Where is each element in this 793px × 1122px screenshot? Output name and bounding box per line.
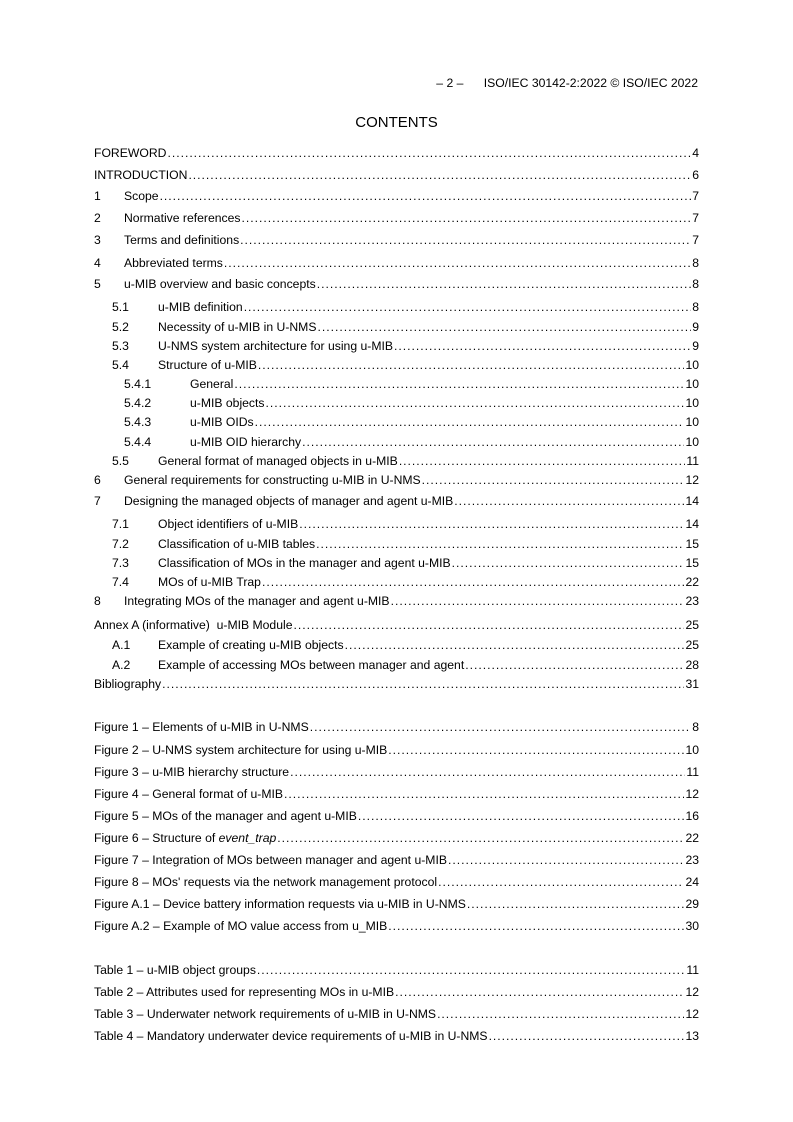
toc-entry[interactable]: [94, 617, 699, 633]
toc-entry-page: 25: [685, 618, 699, 632]
toc-entry-page: 14: [685, 494, 699, 508]
dot-leader: [465, 657, 684, 673]
toc-entry-page: 4: [692, 146, 699, 160]
toc-entry-title: u-MIB OIDs: [190, 415, 254, 429]
toc-entry-page: 11: [686, 963, 699, 977]
toc-entry-title: Necessity of u-MIB in U-NMS: [158, 320, 317, 334]
toc-entry-title: General requirements for constructing u-MIB in U-NMS: [124, 473, 421, 487]
toc-entry-title: Structure of u-MIB: [158, 358, 257, 372]
dot-leader: [162, 676, 684, 692]
toc-entry[interactable]: [94, 255, 699, 271]
toc-entry[interactable]: [94, 808, 699, 824]
toc-entry-title: Integrating MOs of the manager and agent u-MIB: [124, 594, 390, 608]
toc-entry-title: u-MIB overview and basic concepts: [124, 277, 316, 291]
dot-leader: [345, 637, 685, 653]
toc-entry-title: Table 2 – Attributes used for representing MOs in u-MIB: [94, 985, 395, 999]
toc-entry-number: 5.1: [112, 300, 129, 314]
toc-entry[interactable]: [94, 637, 699, 653]
toc-entry-number: 7: [94, 494, 101, 508]
dot-leader: [266, 395, 685, 411]
toc-entry[interactable]: [94, 188, 699, 204]
toc-entry-number: 3: [94, 233, 101, 247]
dot-leader: [454, 493, 684, 509]
toc-entry[interactable]: [94, 1028, 699, 1044]
toc-entry[interactable]: [94, 742, 699, 758]
toc-entry-title: Object identifiers of u-MIB: [158, 517, 299, 531]
toc-entry-title: Table 3 – Underwater network requirements of u-MIB in U-NMS: [94, 1007, 437, 1021]
toc-entry-title: Example of accessing MOs between manager and agent: [158, 658, 465, 672]
toc-entry-page: 23: [685, 594, 699, 608]
toc-entry-number: 7.4: [112, 575, 129, 589]
toc-entry-title: u-MIB objects: [190, 396, 265, 410]
toc-entry-title: u-MIB OID hierarchy: [190, 435, 302, 449]
dot-leader: [160, 188, 692, 204]
toc-entry-title: FOREWORD: [94, 146, 167, 160]
toc-entry-page: 8: [692, 256, 699, 270]
toc-entry-title: Abbreviated terms: [124, 256, 223, 270]
toc-entry-title: Scope: [124, 189, 159, 203]
toc-entry-number: 5.4: [112, 358, 129, 372]
toc-entry[interactable]: [94, 786, 699, 802]
toc-entry-number: 5.4.2: [124, 396, 152, 410]
dot-leader: [257, 962, 685, 978]
toc-entry-title: General: [190, 377, 234, 391]
toc-entry-page: 8: [692, 300, 699, 314]
toc-entry-title: Figure 1 – Elements of u-MIB in U-NMS: [94, 720, 309, 734]
dot-leader: [242, 210, 692, 226]
toc-entry-page: 12: [685, 1007, 699, 1021]
toc-entry-title: Table 1 – u-MIB object groups: [94, 963, 256, 977]
toc-entry-page: 6: [692, 168, 699, 182]
toc-entry-page: 12: [685, 787, 699, 801]
dot-leader: [244, 299, 692, 315]
toc-entry-title: Figure 6 – Structure of event_trap: [94, 831, 277, 845]
dot-leader: [316, 536, 684, 552]
toc-entry[interactable]: [94, 657, 699, 673]
toc-entry[interactable]: [94, 210, 699, 226]
toc-entry[interactable]: [94, 414, 699, 430]
toc-entry[interactable]: [94, 493, 699, 509]
toc-entry-number: 7.3: [112, 556, 129, 570]
toc-entry-page: 11: [686, 765, 699, 779]
dot-leader: [388, 918, 684, 934]
dot-leader: [395, 984, 684, 1000]
document-id: ISO/IEC 30142-2:2022 © ISO/IEC 2022: [483, 76, 698, 90]
toc-entry-title: Annex A (informative) u-MIB Module: [94, 618, 293, 632]
dot-leader: [452, 555, 685, 571]
toc-entry-number: 8: [94, 594, 101, 608]
toc-entry-number: 5.3: [112, 339, 129, 353]
dot-leader: [255, 414, 685, 430]
dot-leader: [467, 896, 685, 912]
toc-entry-number: 5.4.3: [124, 415, 152, 429]
toc-entry-page: 10: [685, 435, 699, 449]
toc-entry-page: 7: [692, 189, 699, 203]
toc-entry-title: Figure 5 – MOs of the manager and agent u-MIB: [94, 809, 357, 823]
toc-entry-title: INTRODUCTION: [94, 168, 188, 182]
toc-entry-page: 9: [692, 339, 699, 353]
toc-entry[interactable]: [94, 145, 699, 161]
toc-entry-number: 6: [94, 473, 101, 487]
toc-entry-number: 7.2: [112, 537, 129, 551]
dot-leader: [188, 167, 691, 183]
toc-entry-number: 1: [94, 189, 101, 203]
toc-entry-title: Figure 3 – u-MIB hierarchy structure: [94, 765, 290, 779]
dot-leader: [302, 434, 684, 450]
dot-leader: [317, 319, 691, 335]
toc-entry-title: Figure 7 – Integration of MOs between manager and agent u-MIB: [94, 853, 447, 867]
toc-entry-page: 15: [685, 556, 699, 570]
dot-leader: [394, 338, 691, 354]
toc-entry-title: Example of creating u-MIB objects: [158, 638, 344, 652]
toc-entry-title: Figure 2 – U-NMS system architecture for using u-MIB: [94, 743, 388, 757]
toc-entry-page: 7: [692, 211, 699, 225]
toc-entry[interactable]: [94, 896, 699, 912]
toc-entry[interactable]: [94, 434, 699, 450]
toc-entry-number: 5.2: [112, 320, 129, 334]
toc-entry-page: 13: [685, 1029, 699, 1043]
toc-entry[interactable]: [94, 319, 699, 335]
toc-entry-page: 12: [685, 985, 699, 999]
toc-entry[interactable]: [94, 719, 699, 735]
toc-entry[interactable]: [94, 536, 699, 552]
toc-entry-page: 10: [685, 396, 699, 410]
toc-entry-title: Classification of u-MIB tables: [158, 537, 316, 551]
dot-leader: [167, 145, 691, 161]
toc-entry-page: 28: [685, 658, 699, 672]
toc-entry-title: General format of managed objects in u-MIB: [158, 454, 398, 468]
toc-entry-page: 11: [686, 454, 699, 468]
toc-entry-title: Figure 4 – General format of u-MIB: [94, 787, 283, 801]
toc-entry-page: 8: [692, 277, 699, 291]
toc-entry-page: 31: [685, 677, 699, 691]
toc-entry-title: U-NMS system architecture for using u-MIB: [158, 339, 394, 353]
toc-entry[interactable]: [94, 299, 699, 315]
toc-entry[interactable]: [94, 984, 699, 1000]
dot-leader: [317, 276, 692, 292]
toc-entry-title: Figure A.1 – Device battery information requests via u-MIB in U-NMS: [94, 897, 466, 911]
toc-entry-page: 29: [685, 897, 699, 911]
toc-entry[interactable]: [94, 852, 699, 868]
toc-entry[interactable]: [94, 167, 699, 183]
toc-entry[interactable]: [94, 357, 699, 373]
dot-leader: [448, 852, 684, 868]
toc-entry-number: 2: [94, 211, 101, 225]
toc-entry[interactable]: [94, 676, 699, 692]
toc-entry[interactable]: [94, 574, 699, 590]
dot-leader: [388, 742, 684, 758]
toc-entry-title: u-MIB definition: [158, 300, 243, 314]
toc-entry-number: 5.4.1: [124, 377, 152, 391]
toc-entry-page: 24: [685, 875, 699, 889]
toc-entry-number: 7.1: [112, 517, 129, 531]
toc-entry[interactable]: [94, 453, 699, 469]
dot-leader: [240, 232, 691, 248]
toc-entry-page: 10: [685, 415, 699, 429]
toc-entry-number: 5: [94, 277, 101, 291]
dot-leader: [299, 516, 684, 532]
dot-leader: [293, 617, 684, 633]
toc-entry-title: Table 4 – Mandatory underwater device requirements of u-MIB in U-NMS: [94, 1029, 488, 1043]
toc-entry-page: 10: [685, 377, 699, 391]
toc-entry[interactable]: [94, 918, 699, 934]
toc-entry-page: 9: [692, 320, 699, 334]
toc-entry-number: A.1: [112, 638, 131, 652]
toc-entry-page: 25: [685, 638, 699, 652]
toc-entry-page: 16: [685, 809, 699, 823]
dot-leader: [489, 1028, 685, 1044]
toc-entry-page: 30: [685, 919, 699, 933]
dot-leader: [224, 255, 691, 271]
toc-entry-title: Bibliography: [94, 677, 162, 691]
toc-entry-page: 14: [685, 517, 699, 531]
dot-leader: [258, 357, 685, 373]
toc-entry-number: 5.5: [112, 454, 129, 468]
dot-leader: [262, 574, 684, 590]
dot-leader: [310, 719, 692, 735]
toc-entry[interactable]: [94, 516, 699, 532]
toc-entry[interactable]: [94, 764, 699, 780]
toc-entry[interactable]: [94, 555, 699, 571]
toc-entry[interactable]: [94, 376, 699, 392]
toc-entry-title: Figure A.2 – Example of MO value access from u_MIB: [94, 919, 388, 933]
dot-leader: [437, 1006, 684, 1022]
toc-entry-number: 4: [94, 256, 101, 270]
toc-entry-title: MOs of u-MIB Trap: [158, 575, 261, 589]
toc-entry-number: 5.4.4: [124, 435, 152, 449]
toc-entry[interactable]: [94, 472, 699, 488]
toc-entry-page: 22: [685, 575, 699, 589]
dot-leader: [290, 764, 685, 780]
dot-leader: [438, 874, 684, 890]
toc-entry[interactable]: [94, 962, 699, 978]
toc-entry[interactable]: [94, 395, 699, 411]
dot-leader: [422, 472, 685, 488]
dot-leader: [234, 376, 684, 392]
toc-entry-title: Normative references: [124, 211, 241, 225]
toc-entry-title: Figure 8 – MOs' requests via the network management protocol: [94, 875, 438, 889]
dot-leader: [358, 808, 685, 824]
toc-entry-title: Classification of MOs in the manager and agent u-MIB: [158, 556, 451, 570]
contents-title: CONTENTS: [355, 114, 438, 131]
page-header: [436, 76, 698, 90]
toc-entry[interactable]: [94, 593, 699, 609]
dot-leader: [399, 453, 686, 469]
toc-entry-number: A.2: [112, 658, 131, 672]
dot-leader: [277, 830, 684, 846]
toc-entry-title: Designing the managed objects of manager and agent u-MIB: [124, 494, 454, 508]
toc-entry[interactable]: [94, 1006, 699, 1022]
toc-entry[interactable]: [94, 338, 699, 354]
toc-entry-page: 12: [685, 473, 699, 487]
toc-entry[interactable]: [94, 830, 699, 846]
toc-entry[interactable]: [94, 232, 699, 248]
dot-leader: [391, 593, 685, 609]
page-number: – 2 –: [436, 76, 464, 90]
toc-entry-page: 8: [692, 720, 699, 734]
toc-entry-page: 10: [685, 358, 699, 372]
toc-entry[interactable]: [94, 874, 699, 890]
toc-entry-page: 22: [685, 831, 699, 845]
dot-leader: [284, 786, 684, 802]
toc-entry-page: 7: [692, 233, 699, 247]
toc-entry-title: Terms and definitions: [124, 233, 240, 247]
toc-entry-title-italic: event_trap: [218, 831, 277, 845]
toc-entry-page: 10: [685, 743, 699, 757]
toc-entry-page: 15: [685, 537, 699, 551]
toc-entry-page: 23: [685, 853, 699, 867]
toc-entry[interactable]: [94, 276, 699, 292]
